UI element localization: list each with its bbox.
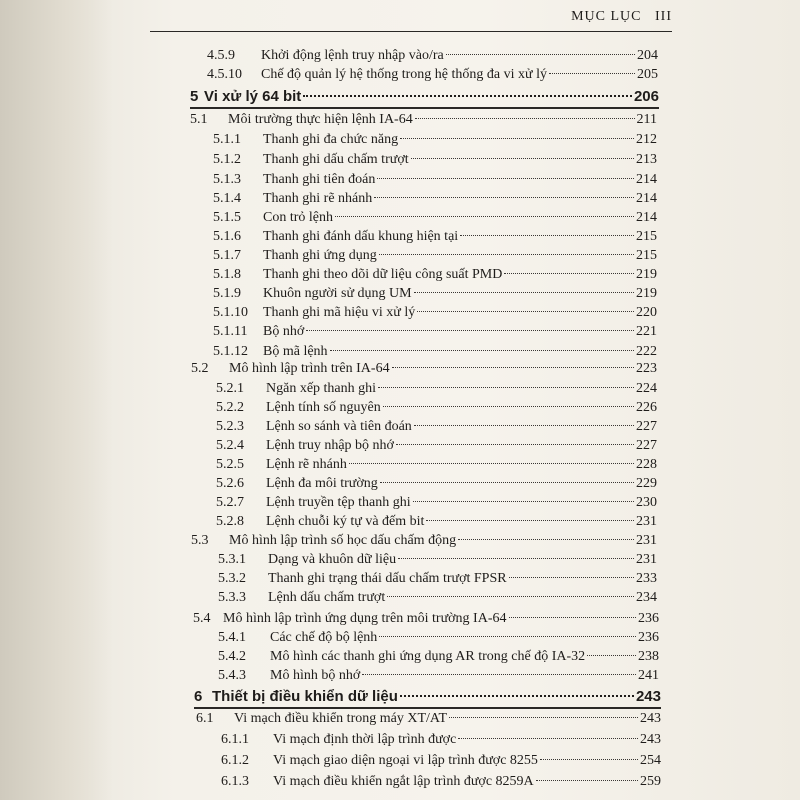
- toc-chapter-row: [194, 688, 661, 706]
- toc-entry-page: 231: [636, 533, 657, 548]
- toc-entry-title: Bộ mã lệnh: [263, 344, 328, 359]
- toc-entry-number: 5.1.9: [213, 286, 241, 301]
- dot-leader: [587, 655, 636, 656]
- chapter-rule: [194, 707, 661, 709]
- toc-entry-row: [221, 773, 661, 791]
- dot-leader: [446, 54, 635, 55]
- toc-entry-page: 234: [636, 590, 657, 605]
- toc-entry-number: 5.2.3: [216, 419, 244, 434]
- toc-entry-number: 5.4.2: [218, 649, 246, 664]
- toc-section-row: [196, 710, 661, 728]
- toc-entry-row: [213, 151, 657, 169]
- toc-entry-title: Mô hình các thanh ghi ứng dụng AR trong chế độ IA-32: [270, 649, 586, 664]
- dot-leader: [504, 273, 634, 274]
- toc-entry-page: 243: [635, 688, 661, 705]
- toc-entry-title: Lệnh chuỗi ký tự và đếm bit: [266, 514, 425, 529]
- toc-entry-number: 5.3.2: [218, 571, 246, 586]
- toc-entry-page: 236: [638, 611, 659, 626]
- toc-entry-number: 5.1.12: [213, 344, 248, 359]
- toc-entry-page: 231: [636, 514, 657, 529]
- toc-entry-row: [213, 247, 657, 265]
- toc-section-row: [193, 610, 659, 628]
- toc-entry-page: 259: [640, 774, 661, 789]
- dot-leader: [415, 118, 635, 119]
- toc-entry-title: Vi mạch định thời lập trình được: [273, 732, 457, 747]
- toc-entry-page: 214: [636, 191, 657, 206]
- toc-entry-number: 5.1.1: [213, 132, 241, 147]
- toc-entry-page: 226: [636, 400, 657, 415]
- toc-entry-title: Lệnh so sánh và tiên đoán: [266, 419, 412, 434]
- dot-leader: [377, 178, 634, 179]
- toc-entry-number: 6.1.1: [221, 732, 249, 747]
- chapter-rule: [190, 107, 659, 109]
- toc-entry-row: [213, 209, 657, 227]
- toc-entry-row: [216, 437, 657, 455]
- dot-leader: [349, 463, 634, 464]
- toc-entry-row: [218, 667, 659, 685]
- dot-leader: [460, 235, 634, 236]
- dot-leader: [509, 617, 637, 618]
- dot-leader: [509, 577, 634, 578]
- dot-leader: [383, 406, 634, 407]
- dot-leader: [379, 254, 634, 255]
- toc-entry-number: 5.2.7: [216, 495, 244, 510]
- toc-entry-number: 6: [194, 688, 203, 705]
- toc-entry-number: 5: [190, 88, 199, 105]
- dot-leader: [536, 780, 638, 781]
- toc-entry-row: [213, 171, 657, 189]
- toc-entry-page: 206: [633, 88, 659, 105]
- toc-entry-title: Thanh ghi đánh dấu khung hiện tại: [263, 229, 459, 244]
- toc-entry-page: 213: [636, 152, 657, 167]
- dot-leader: [362, 674, 636, 675]
- toc-entry-row: [218, 648, 659, 666]
- dot-leader: [400, 695, 634, 697]
- toc-chapter-row: [190, 88, 659, 106]
- toc-entry-number: 5.3.3: [218, 590, 246, 605]
- toc-entry-number: 5.4.1: [218, 630, 246, 645]
- toc-entry-row: [213, 190, 657, 208]
- toc-entry-number: 6.1: [196, 711, 214, 726]
- dot-leader: [458, 738, 638, 739]
- toc-entry-row: [216, 475, 657, 493]
- toc-entry-number: 5.2.2: [216, 400, 244, 415]
- toc-entry-page: 241: [638, 668, 659, 683]
- toc-entry-title: Thanh ghi dấu chấm trượt: [263, 152, 409, 167]
- toc-entry-number: 5.1.5: [213, 210, 241, 225]
- toc-entry-title: Thanh ghi rẽ nhánh: [263, 191, 373, 206]
- toc-entry-title: Lệnh truyền tệp thanh ghi: [266, 495, 411, 510]
- dot-leader: [374, 197, 634, 198]
- dot-leader: [458, 539, 634, 540]
- toc-entry-number: 6.1.2: [221, 753, 249, 768]
- toc-entry-row: [221, 752, 661, 770]
- toc-entry-title: Thanh ghi theo dõi dữ liệu công suất PMD: [263, 267, 503, 282]
- toc-entry-title: Khuôn người sử dụng UM: [263, 286, 412, 301]
- toc-entry-row: [216, 456, 657, 474]
- toc-entry-row: [213, 131, 657, 149]
- toc-entry-number: 5.2.4: [216, 438, 244, 453]
- toc-entry-title: Thanh ghi mã hiệu vi xử lý: [263, 305, 416, 320]
- header-title: MỤC LỤC: [571, 9, 642, 24]
- toc-entry-title: Mô hình bộ nhớ: [270, 668, 361, 683]
- dot-leader: [413, 501, 634, 502]
- toc-entry-title: Ngăn xếp thanh ghi: [266, 381, 377, 396]
- dot-leader: [387, 596, 634, 597]
- toc-entry-row: [218, 629, 659, 647]
- dot-leader: [540, 759, 638, 760]
- toc-entry-page: 224: [636, 381, 657, 396]
- toc-entry-page: 219: [636, 267, 657, 282]
- toc-entry-number: 5.2: [191, 361, 209, 376]
- toc-entry-row: [207, 47, 658, 65]
- toc-entry-title: Lệnh dấu chấm trượt: [268, 590, 386, 605]
- toc-section-row: [191, 532, 657, 550]
- toc-entry-title: Vi mạch điều khiển trong máy XT/AT: [234, 711, 448, 726]
- toc-entry-page: 227: [636, 419, 657, 434]
- dot-leader: [335, 216, 634, 217]
- toc-entry-title: Thanh ghi trạng thái dấu chấm trượt FPSR: [268, 571, 507, 586]
- toc-entry-title: Chế độ quản lý hệ thống trong hệ thống đa vi xử lý: [261, 67, 547, 82]
- toc-section-row: [191, 360, 657, 378]
- toc-entry-title: Lệnh truy nhập bộ nhớ: [266, 438, 394, 453]
- dot-leader: [414, 292, 634, 293]
- toc-entry-row: [213, 285, 657, 303]
- dot-leader: [380, 482, 634, 483]
- toc-entry-number: 5.2.8: [216, 514, 244, 529]
- toc-entry-title: Thanh ghi ứng dụng: [263, 248, 377, 263]
- toc-entry-row: [216, 494, 657, 512]
- toc-entry-number: 5.2.6: [216, 476, 244, 491]
- toc-entry-title: Lệnh tính số nguyên: [266, 400, 381, 415]
- toc-entry-number: 5.2.5: [216, 457, 244, 472]
- dot-leader: [306, 330, 634, 331]
- toc-entry-title: Môi trường thực hiện lệnh IA-64: [228, 112, 413, 127]
- toc-entry-row: [216, 513, 657, 531]
- toc-entry-row: [216, 399, 657, 417]
- toc-entry-title: Thiết bị điều khiển dữ liệu: [212, 688, 398, 705]
- toc-entry-page: 205: [637, 67, 658, 82]
- toc-entry-title: Khởi động lệnh truy nhập vào/ra: [261, 48, 444, 63]
- toc-entry-number: 5.4: [193, 611, 211, 626]
- toc-entry-title: Con trỏ lệnh: [263, 210, 333, 225]
- toc-entry-title: Vi mạch giao diện ngoại vi lập trình được 8255: [273, 753, 538, 768]
- dot-leader: [379, 636, 636, 637]
- dot-leader: [414, 425, 634, 426]
- toc-entry-row: [218, 570, 657, 588]
- toc-entry-title: Mô hình lập trình trên IA-64: [229, 361, 390, 376]
- toc-entry-page: 214: [636, 210, 657, 225]
- toc-entry-title: Lệnh đa môi trường: [266, 476, 378, 491]
- dot-leader: [417, 311, 634, 312]
- toc-entry-page: 236: [638, 630, 659, 645]
- toc-entry-title: Mô hình lập trình số học dấu chấm động: [229, 533, 457, 548]
- toc-entry-number: 5.1.3: [213, 172, 241, 187]
- toc-entry-title: Lệnh rẽ nhánh: [266, 457, 347, 472]
- toc-entry-row: [221, 731, 661, 749]
- toc-entry-page: 220: [636, 305, 657, 320]
- dot-leader: [398, 558, 634, 559]
- toc-section-row: [190, 111, 657, 129]
- dot-leader: [426, 520, 634, 521]
- toc-entry-number: 5.2.1: [216, 381, 244, 396]
- toc-entry-number: 4.5.9: [207, 48, 235, 63]
- toc-entry-page: 215: [636, 229, 657, 244]
- toc-entry-page: 233: [636, 571, 657, 586]
- toc-entry-title: Thanh ghi tiên đoán: [263, 172, 376, 187]
- toc-entry-page: 230: [636, 495, 657, 510]
- toc-entry-page: 219: [636, 286, 657, 301]
- toc-entry-title: Vi xử lý 64 bit: [204, 88, 302, 105]
- toc-entry-page: 212: [636, 132, 657, 147]
- toc-entry-row: [218, 551, 657, 569]
- toc-entry-row: [213, 323, 657, 341]
- dot-leader: [549, 73, 635, 74]
- toc-entry-title: Vi mạch điều khiển ngắt lập trình được 8259A: [273, 774, 534, 789]
- toc-entry-row: [216, 380, 657, 398]
- dot-leader: [449, 717, 638, 718]
- dot-leader: [392, 367, 634, 368]
- toc-entry-page: 204: [637, 48, 658, 63]
- dot-leader: [378, 387, 634, 388]
- toc-entry-row: [207, 66, 658, 84]
- toc-entry-number: 5.1.6: [213, 229, 241, 244]
- toc-entry-page: 211: [636, 112, 657, 127]
- toc-entry-number: 5.1.11: [213, 324, 248, 339]
- toc-entry-row: [213, 266, 657, 284]
- toc-entry-page: 223: [636, 361, 657, 376]
- toc-entry-row: [213, 228, 657, 246]
- toc-entry-row: [218, 589, 657, 607]
- toc-entry-row: [213, 343, 657, 361]
- toc-entry-row: [216, 418, 657, 436]
- toc-entry-number: 5.4.3: [218, 668, 246, 683]
- toc-entry-row: [213, 304, 657, 322]
- dot-leader: [303, 95, 632, 97]
- toc-entry-page: 254: [640, 753, 661, 768]
- toc-entry-page: 243: [640, 732, 661, 747]
- toc-entry-page: 215: [636, 248, 657, 263]
- toc-entry-number: 4.5.10: [207, 67, 242, 82]
- toc-entry-page: 222: [636, 344, 657, 359]
- toc-entry-number: 5.3: [191, 533, 209, 548]
- toc-entry-number: 6.1.3: [221, 774, 249, 789]
- toc-entry-page: 243: [640, 711, 661, 726]
- toc-entry-page: 214: [636, 172, 657, 187]
- dot-leader: [396, 444, 634, 445]
- toc-entry-number: 5.1.7: [213, 248, 241, 263]
- toc-entry-title: Các chế độ bộ lệnh: [270, 630, 378, 645]
- toc-entry-page: 231: [636, 552, 657, 567]
- toc-entry-title: Thanh ghi đa chức năng: [263, 132, 399, 147]
- toc-entry-number: 5.3.1: [218, 552, 246, 567]
- toc-entry-number: 5.1.8: [213, 267, 241, 282]
- toc-entry-title: Dạng và khuôn dữ liệu: [268, 552, 397, 567]
- toc-entry-page: 229: [636, 476, 657, 491]
- toc-entry-number: 5.1.2: [213, 152, 241, 167]
- toc-entry-title: Mô hình lập trình ứng dụng trên môi trường IA-64: [223, 611, 507, 626]
- toc-entry-page: 238: [638, 649, 659, 664]
- toc-entry-number: 5.1.10: [213, 305, 248, 320]
- toc-entry-title: Bộ nhớ: [263, 324, 305, 339]
- dot-leader: [400, 138, 634, 139]
- toc-entry-page: 227: [636, 438, 657, 453]
- toc-entry-number: 5.1.4: [213, 191, 241, 206]
- toc-entry-page: 228: [636, 457, 657, 472]
- toc-entry-page: 221: [636, 324, 657, 339]
- header-page-number: III: [655, 9, 672, 24]
- dot-leader: [411, 158, 634, 159]
- toc-entry-number: 5.1: [190, 112, 208, 127]
- dot-leader: [330, 350, 634, 351]
